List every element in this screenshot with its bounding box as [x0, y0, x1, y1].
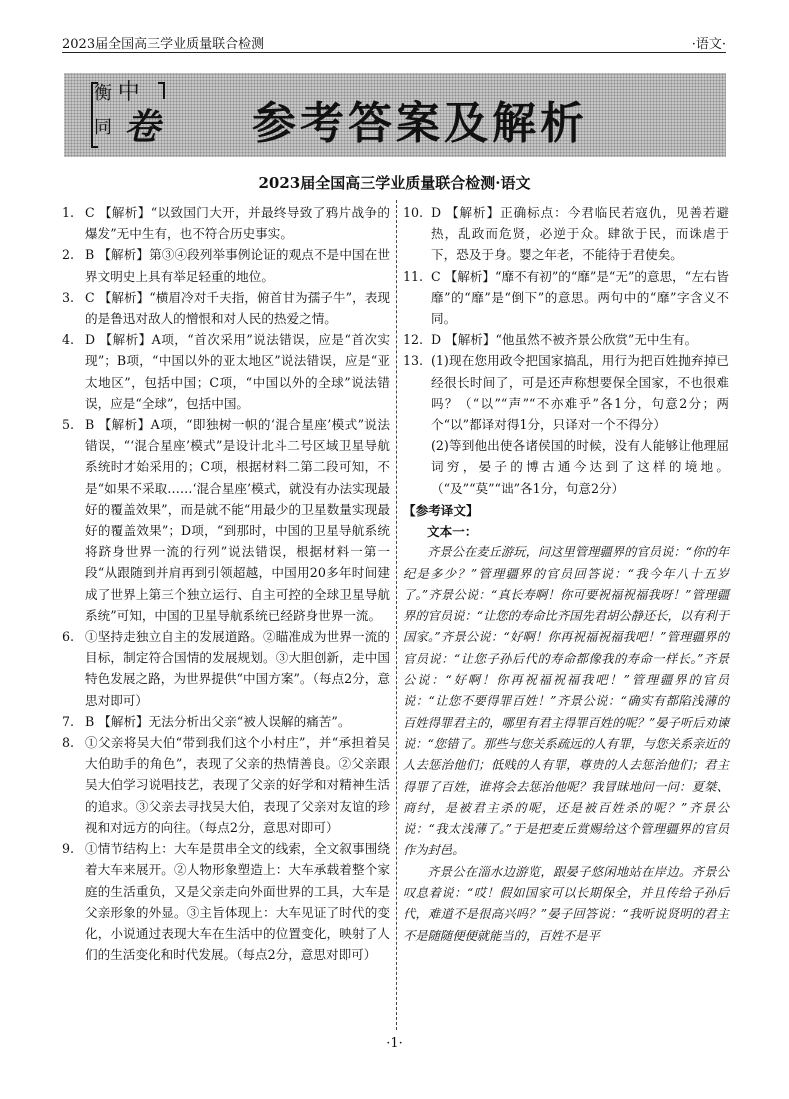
item-13-part-2: (2)等到他出使各诸侯国的时候，没有人能够让他理屈词穷，晏子的博古通今达到了这样的境地。（“及”“莫”“诎”各1分，句意2分） [431, 438, 729, 496]
running-header-subject: ·语文· [691, 37, 726, 52]
running-header [62, 31, 726, 53]
item-number: 1. [62, 205, 75, 220]
item-text: D 【解析】正确标点：今君临民若寇仇，见善若避热，乱政而危贤，必逆于众。肆欲于民，而诛虐于下，恐及于身。婴之年老，不能待于君使矣。 [431, 205, 729, 263]
answer-item [62, 329, 390, 414]
answer-item [62, 626, 390, 711]
item-number: 2. [62, 247, 75, 263]
item-text: (1)现在您用政令把国家搞乱，用行为把百姓抛弃掉已经很长时间了，可是还声称想要保全国家，不也很难吗？（“以”“声”“不亦难乎”各1分，句意2分；两个“以”都译对得1分，只译对一个不得分） [431, 353, 729, 433]
item-text: D 【解析】“他虽然不被齐景公欣赏”无中生有。 [431, 332, 698, 348]
reference-translation-heading: 【参考译文】 [403, 502, 479, 518]
logo-char-tong: 同 [94, 117, 112, 138]
logo-char-heng: 衡 [94, 83, 112, 104]
item-text: C 【解析】“横眉冷对千夫指，俯首甘为孺子牛”，表现的是鲁迅对敌人的憎恨和对人民的热爱之情。 [85, 289, 390, 327]
item-number: 9. [62, 841, 75, 857]
answer-item [62, 287, 390, 329]
item-text: C 【解析】“以致国门大开，并最终导致了鸦片战争的爆发”无中生有，也不符合历史事实。 [85, 205, 390, 242]
item-text: B 【解析】第③④段列举事例论证的观点不是中国在世界文明史上具有举足轻重的地位。 [85, 247, 390, 284]
item-number: 7. [62, 713, 75, 729]
item-text: B 【解析】A项，“即独树一帜的‘混合星座’模式”说法错误，“‘混合星座’模式”是设计北斗二号区域卫星导航系统时才始采用的；C项，根据材料二第二段可知，不是“如果不采取……‘混合星座’模式，就没有办法实现最好的覆盖效果”，而是就不能“用最少的卫星数量实现最好的覆盖效果”；D项，“到那时，中国的卫星导航系统将跻身世界一流的行列”说法错误，根据材料一第一段“从跟随到并肩再到引领超越，中国用20多年时间建成了世界上第三个独立运行、自主可控的全球卫星导航系统”可知，中国的卫星导航系统已经跻身世界一流。 [85, 417, 390, 623]
item-number: 12. [403, 332, 424, 348]
item-text: D 【解析】A项，“首次采用”说法错误，应是“首次实现”；B项，“中国以外的亚太地区”说法错误，应是“亚太地区”，包括中国；C项，“中国以外的全球”说法错误，应是“全球”，包括中国。 [85, 332, 390, 411]
item-number: 4. [62, 332, 75, 348]
item-number: 3. [62, 289, 75, 305]
logo-char-zhong: 中 [117, 80, 140, 105]
page-number: ·1· [386, 1036, 403, 1051]
right-column [403, 202, 729, 947]
answer-item [62, 732, 390, 838]
answer-item [62, 838, 390, 965]
item-number: 5. [62, 417, 75, 433]
item-text: C 【解析】“靡不有初”的“靡”是“无”的意思，“左右皆靡”的“靡”是“倒下”的意思。两句中的“靡”字含义不同。 [431, 268, 729, 327]
item-number: 8. [62, 735, 75, 751]
answer-item [403, 266, 729, 330]
logo-char-juan: 卷 [124, 106, 161, 148]
item-number: 6. [62, 629, 75, 645]
item-text: ①情节结构上：大车是贯串全文的线索，全文叙事围绕着大车来展开。②人物形象塑造上：大车承载着整个家庭的生活重负，又是父亲走向外面世界的工具，大车是父亲形象的外显。③主旨体现上：大车见证了时代的变化，小说通过表现大车在生活中的位置变化，映射了人们的生活变化和时代发展。（每点2分，意思对即可） [85, 841, 390, 963]
answer-item [62, 244, 390, 286]
answer-item [403, 202, 729, 266]
item-text: ①父亲将吴大伯“带到我们这个小村庄”，并“承担着吴大伯助手的角色”，表现了父亲的热情善良。②父亲跟吴大伯学习说唱技艺，表现了父亲的好学和对精神生活的追求。③父亲去寻找吴大伯，表现了父亲对友谊的珍视和对远方的向往。（每点2分，意思对即可） [85, 735, 390, 835]
translation-paragraph: 齐景公在麦丘游玩，问这里管理疆界的官员说：“你的年纪是多少？”管理疆界的官员回答说：“我今年八十五岁了。”齐景公说：“真长寿啊！你可要祝福祝福我呀！”管理疆界的官员说：“让您的寿命比齐国先君胡公静还长，以有利于国家。”齐景公说：“好啊！你再祝福祝福我吧！”管理疆界的官员说：“让您子孙后代的寿命都像我的寿命一样长。”齐景公说：“好啊！你再祝福祝福我吧！”管理疆界的官员说：“让您不要得罪百姓！”齐景公说：“确实有都陷浅薄的百姓得罪君主的，哪里有君主得罪百姓的呢？”晏子听后劝谏说：“您错了。那些与您关系疏远的人有罪，与您关系亲近的人去惩治他们；低贱的人有罪，尊贵的人去惩治他们；君主得罪了百姓，谁将会去惩治他呢？我冒昧地问一问：夏桀、商纣，是被君主杀的呢，还是被百姓杀的呢？”齐景公说：“我太浅薄了。”于是把麦丘赏赐给这个管理疆界的官员作为封邑。 [403, 545, 730, 858]
answer-item [62, 711, 390, 732]
answer-item [62, 202, 390, 244]
title-banner [64, 73, 726, 157]
item-number: 10. [403, 205, 424, 220]
answer-item [403, 350, 729, 435]
left-column [62, 202, 390, 965]
item-number: 11. [403, 268, 424, 284]
column-divider [396, 200, 397, 1030]
item-number: 13. [403, 353, 424, 369]
document-subtitle: 2023届全国高三学业质量联合检测·语文 [258, 174, 531, 192]
banner-title: 参考答案及解析 [252, 98, 588, 149]
item-text: ①坚持走独立自主的发展道路。②瞄准成为世界一流的目标，制定符合国情的发展规划。③大胆创新，走中国特色发展之路，为世界提供“中国方案”。（每点2分，意思对即可） [85, 629, 390, 708]
answer-item [403, 329, 729, 350]
running-header-title: 2023届全国高三学业质量联合检测 [62, 37, 265, 52]
translation-paragraph: 齐景公在淄水边游览，跟晏子悠闲地站在岸边。齐景公叹息着说：“哎！假如国家可以长期保全，并且传给子孙后代，难道不是很高兴吗？”晏子回答说：“我听说贤明的君主不是随随便便就能当的，百姓不是平 [403, 864, 729, 943]
answer-item [62, 414, 390, 626]
text-one-heading: 文本一： [427, 524, 478, 540]
item-text: B 【解析】无法分析出父亲“被人误解的痛苦”。 [85, 713, 351, 729]
